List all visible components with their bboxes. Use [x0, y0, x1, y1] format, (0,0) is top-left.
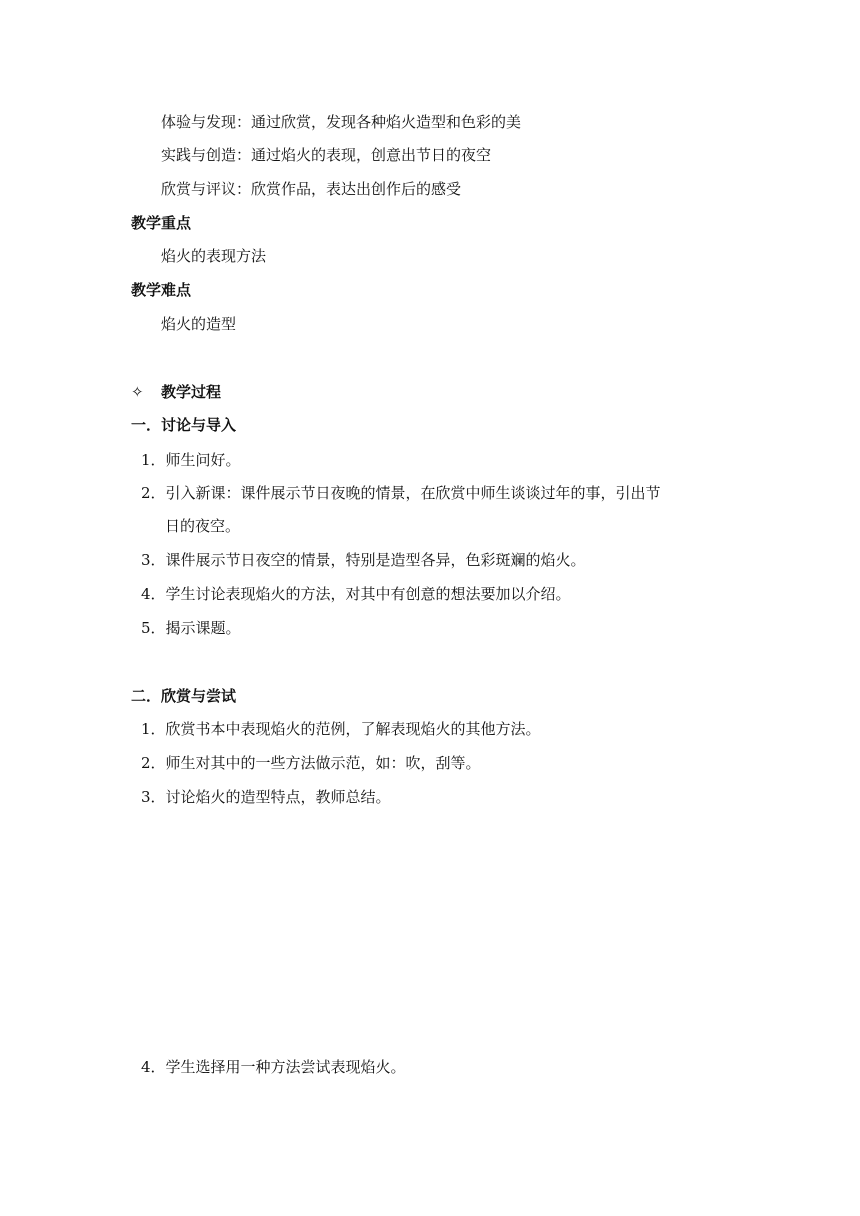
- section1-heading: 一．讨论与导入: [131, 416, 237, 434]
- list-item: [141, 787, 391, 807]
- process-heading-text: 教学过程: [161, 383, 222, 401]
- item-number: 3．: [141, 551, 166, 569]
- item-text: 揭示课题。: [165, 619, 241, 637]
- goal-line: 体验与发现：通过欣赏，发现各种焰火造型和色彩的美: [161, 113, 522, 131]
- item-number: 4．: [141, 1058, 166, 1076]
- item-number: 1．: [141, 451, 166, 469]
- item-text: 师生对其中的一些方法做示范，如：吹，刮等。: [165, 754, 481, 772]
- item-text: 学生选择用一种方法尝试表现焰火。: [165, 1058, 406, 1076]
- item-number: 2．: [141, 754, 166, 772]
- item-text: 师生问好。: [165, 451, 241, 469]
- list-item: [141, 753, 481, 773]
- difficulty-heading: 教学难点: [131, 281, 192, 299]
- item-text: 讨论焰火的造型特点，教师总结。: [165, 788, 391, 806]
- list-item: [141, 1057, 406, 1077]
- list-item: [141, 450, 241, 470]
- key-point-heading: 教学重点: [131, 214, 192, 232]
- item-number: 1．: [141, 720, 166, 738]
- item-text: 日的夜空。: [165, 517, 241, 535]
- item-number: 2．: [141, 484, 166, 502]
- list-item: [141, 618, 241, 638]
- list-item: [141, 719, 541, 739]
- difficulty-text: 焰火的造型: [161, 315, 237, 333]
- item-text: 欣赏书本中表现焰火的范例，了解表现焰火的其他方法。: [165, 720, 541, 738]
- list-item: [141, 584, 571, 604]
- item-text: 学生讨论表现焰火的方法，对其中有创意的想法要加以介绍。: [165, 585, 571, 603]
- list-item: [141, 550, 586, 570]
- goal-line: 欣赏与评议：欣赏作品，表达出创作后的感受: [161, 180, 462, 198]
- item-text: 引入新课：课件展示节日夜晚的情景，在欣赏中师生谈谈过年的事，引出节: [165, 484, 661, 502]
- sparkle-icon: ✧: [131, 383, 144, 401]
- list-item-continuation: [141, 516, 240, 536]
- list-item: [141, 483, 661, 503]
- item-number: 5．: [141, 619, 166, 637]
- item-text: 课件展示节日夜空的情景，特别是造型各异，色彩斑斓的焰火。: [165, 551, 586, 569]
- item-number: 4．: [141, 585, 166, 603]
- item-number: 3．: [141, 788, 166, 806]
- section2-heading: 二．欣赏与尝试: [131, 687, 237, 705]
- process-heading: [131, 382, 221, 402]
- goal-line: 实践与创造：通过焰火的表现，创意出节日的夜空: [161, 146, 492, 164]
- key-point-text: 焰火的表现方法: [161, 247, 267, 265]
